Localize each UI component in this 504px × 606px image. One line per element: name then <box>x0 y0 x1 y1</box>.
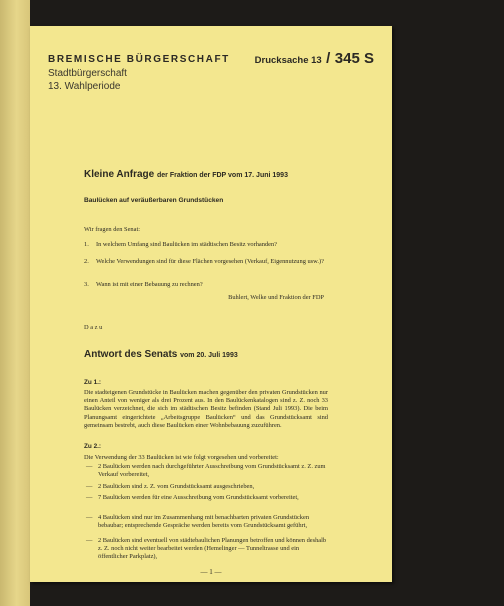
answer-2-intro: Die Verwendung der 33 Baulücken ist wie folgt vorgesehen und vorbereitet: <box>84 454 279 461</box>
list-dash: — <box>86 514 93 521</box>
answer-list-item <box>84 483 328 491</box>
list-dash: — <box>86 463 93 470</box>
answer-1-label: Zu 1.: <box>84 379 102 386</box>
doc-slash: / <box>326 50 331 67</box>
inquiry-intro: Wir fragen den Senat: <box>84 226 140 233</box>
binder-spine <box>0 0 30 606</box>
chamber-name: Stadtbürgerschaft <box>48 68 127 79</box>
list-dash: — <box>86 483 93 490</box>
doc-label: Drucksache 13 <box>254 55 322 66</box>
document-number <box>255 50 374 68</box>
legislative-period: 13. Wahlperiode <box>48 81 121 92</box>
list-item-text: 2 Baulücken werden nach durchgeführter Ausschreibung vom Grundstücksamt z. Z. zum Verkauf vorbereitet, <box>98 463 326 479</box>
question-1 <box>84 241 324 250</box>
answer-title-suffix: vom 20. Juli 1993 <box>180 352 238 359</box>
question-number: 1. <box>84 241 89 248</box>
question-text: Welche Verwendungen sind für diese Flächen vorgesehen (Verkauf, Eigennutzung usw.)? <box>96 258 324 265</box>
answer-2-label: Zu 2.: <box>84 443 102 450</box>
list-dash: — <box>86 494 93 501</box>
organization-title: BREMISCHE BÜRGERSCHAFT <box>48 54 230 65</box>
list-item-text: 7 Baulücken werden für eine Ausschreibung vom Grundstücksamt vorbereitet, <box>98 494 299 501</box>
question-3 <box>84 281 324 290</box>
list-item-text: 2 Baulücken sind z. Z. vom Grundstücksamt ausgeschrieben, <box>98 483 255 490</box>
question-2 <box>84 258 324 267</box>
dazu-label: D a z u <box>84 324 103 331</box>
answer-title: Antwort des Senats <box>84 349 178 360</box>
answer-heading <box>84 349 238 360</box>
inquiry-heading <box>84 169 288 180</box>
answer-list-item <box>84 494 328 502</box>
answer-list-item <box>84 537 328 562</box>
question-text: In welchem Umfang sind Baulücken im städtischen Besitz vorhanden? <box>96 241 278 248</box>
answer-list-item <box>84 463 328 479</box>
question-number: 2. <box>84 258 89 265</box>
document-page <box>30 26 392 582</box>
question-text: Wann ist mit einer Bebauung zu rechnen? <box>96 281 203 288</box>
inquiry-signature: Buhlert, Welke und Fraktion der FDP <box>228 294 324 301</box>
page-number: — 1 — <box>200 568 222 576</box>
answer-list-item <box>84 514 328 530</box>
inquiry-title: Kleine Anfrage <box>84 169 155 180</box>
list-dash: — <box>86 537 93 544</box>
list-item-text: 2 Baulücken sind eventuell von städtebaulichen Planungen betroffen und können deshalb z. Z. noch nicht weiter bearbeitet werden (Hemelinger — Tunneltrasse und ein öffentlicher Parkplatz), <box>98 537 327 561</box>
list-item-text: 4 Baulücken sind nur im Zusammenhang mit benachbarten privaten Grundstücken bebaubar; entsprechende Gespräche werden bereits vom Grundstücksamt geführt, <box>98 514 310 530</box>
answer-1-text: Die stadteigenen Grundstücke in Baulücken machen gegenüber den privaten Grundstücken nur einen Anteil von weniger als drei Prozent aus. In den Baulückenkatalogen sind z. Z. noch 33 Baulücken verzeichnet, die sich im städtischen Besitz befinden (Stand Juli 1993). Die beim Planungsamt eingerichtete „Arbeitsgruppe Baulücken“ und das Grundstücksamt sind gemeinsam bestrebt, auch diese Baulücken einer Wohnbebauung zuzuführen. <box>84 389 328 429</box>
inquiry-title-suffix: der Fraktion der FDP vom 17. Juni 1993 <box>156 172 288 179</box>
inquiry-subject: Baulücken auf veräußerbaren Grundstücken <box>84 197 224 204</box>
question-number: 3. <box>84 281 89 288</box>
doc-number-value: 345 S <box>334 50 374 67</box>
